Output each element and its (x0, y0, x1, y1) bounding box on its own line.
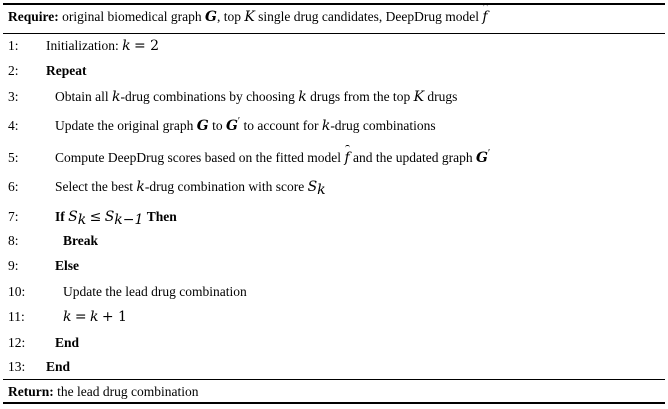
footer-rule (3, 379, 665, 380)
algorithm-line-11: k = k + 1 (63, 309, 127, 325)
algorithm-line-3: Obtain all k-drug combinations by choosing k drugs from the top K drugs (55, 89, 458, 105)
algorithm-line-1: Initialization: k = 2 (46, 38, 160, 54)
line-number: 7: (8, 209, 19, 224)
line-number: 5: (8, 150, 19, 165)
line-number: 3: (8, 89, 19, 104)
algorithm-line-6: Select the best k-drug combination with score $S_k$ (55, 179, 326, 198)
return-line (8, 383, 198, 401)
algorithm-line-12: End (55, 335, 80, 350)
line-number: 10: (8, 284, 26, 299)
line-number: 6: (8, 179, 19, 194)
algorithm-line-5: Compute DeepDrug scores based on the fitted model f and the updated graph G′ (55, 148, 491, 166)
bottom-rule (3, 402, 665, 404)
return-text: the lead drug combination (57, 384, 199, 399)
line-number: 8: (8, 233, 19, 248)
line-number: 1: (8, 38, 19, 53)
algorithm-box (3, 3, 665, 404)
require-text-1: original biomedical graph (62, 9, 202, 24)
require-text-3: single drug candidates, DeepDrug model (258, 9, 479, 24)
algorithm-line-4: Update the original graph G to G′ to account for k-drug combinations (55, 116, 436, 134)
algorithm-line-9: Else (55, 258, 80, 273)
line-number: 2: (8, 63, 19, 78)
line-number: 11: (8, 309, 25, 324)
line-number: 13: (8, 359, 26, 374)
algorithm-line-2: Repeat (46, 63, 87, 78)
model-symbol: f (482, 9, 488, 25)
line-number: 9: (8, 258, 19, 273)
require-line (8, 8, 488, 26)
algorithm-line-8: Break (63, 233, 99, 248)
require-text-2: , top (216, 9, 241, 24)
graph-symbol: G (204, 9, 217, 25)
return-label: Return: (8, 384, 54, 399)
line-number: 12: (8, 335, 26, 350)
line-number: 4: (8, 118, 19, 133)
algorithm-line-7: If $S_k \le S_{k-1}$ Then (55, 209, 177, 228)
top-rule (3, 3, 665, 5)
algorithm-line-13: End (46, 359, 71, 374)
require-label: Require: (8, 9, 59, 24)
header-rule (3, 33, 665, 34)
k-symbol: K (244, 9, 255, 25)
algorithm-line-10: Update the lead drug combination (63, 284, 247, 299)
